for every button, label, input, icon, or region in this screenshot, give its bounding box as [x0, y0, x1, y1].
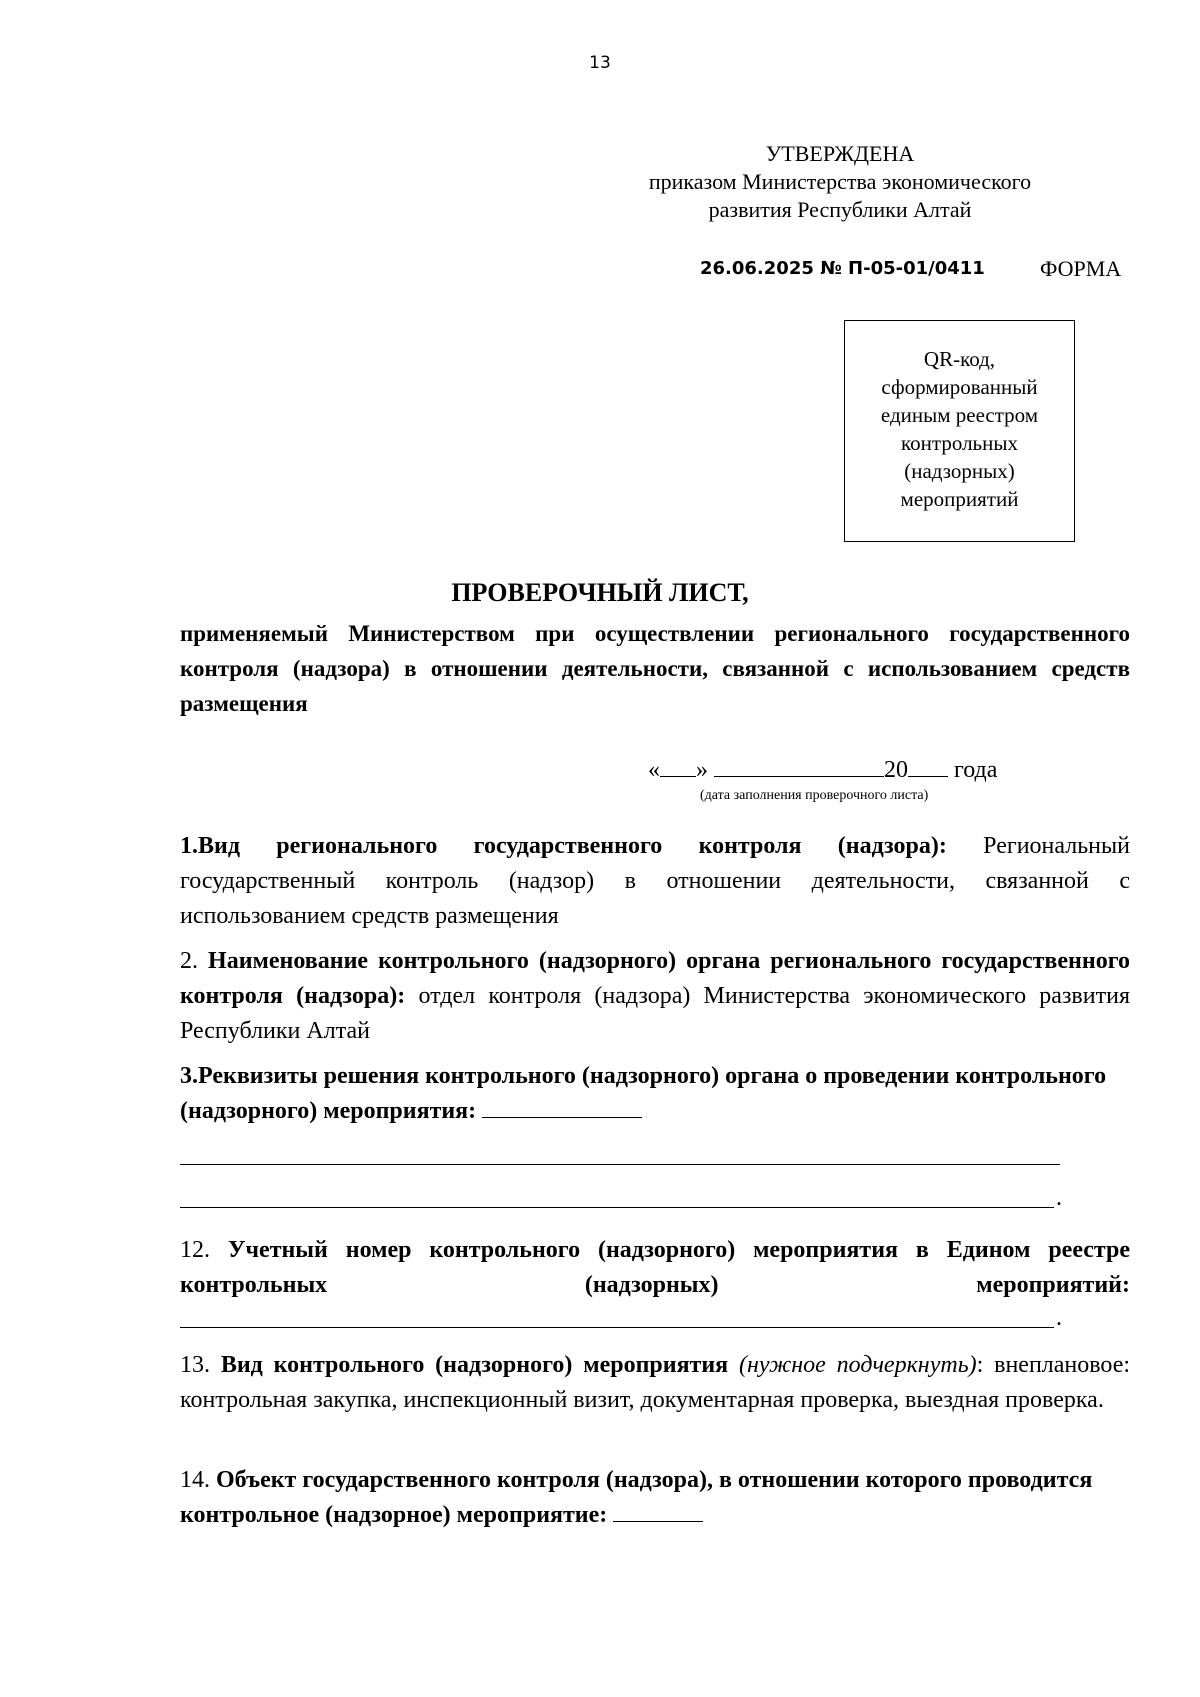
section-12 — [180, 1233, 1130, 1303]
section-2-number: 2. — [180, 948, 209, 974]
section-13 — [180, 1348, 1130, 1418]
section-3 — [180, 1059, 1130, 1129]
day-blank[interactable] — [660, 756, 696, 777]
section-2-text: отдел контроля (надзора) Министерства экономического развития Республики Алтай — [180, 983, 1130, 1044]
approval-line-3: развития Республики Алтай — [708, 197, 972, 222]
date-caption: (дата заполнения проверочного листа) — [700, 788, 929, 803]
section-14-blank[interactable] — [613, 1501, 703, 1522]
section-14-number: 14. — [180, 1467, 216, 1493]
qr-caption-line: сформированный — [881, 375, 1038, 399]
section-14-label: Объект государственного контроля (надзора), в отношении которого проводится контрольное (надзорное) мероприятие: — [180, 1467, 1093, 1528]
form-label: ФОРМА — [1040, 256, 1122, 281]
section-13-label: Вид контрольного (надзорного) мероприятия — [220, 1352, 729, 1378]
qr-caption-line: мероприятий — [900, 487, 1019, 511]
qr-caption-line: (надзорных) — [904, 459, 1015, 483]
approval-line-1: УТВЕРЖДЕНА — [765, 141, 915, 166]
section-12-end-period: . — [1056, 1305, 1062, 1331]
year-prefix: 20 — [884, 757, 908, 783]
date-open-quote: « — [648, 757, 660, 783]
year-blank[interactable] — [908, 756, 948, 777]
section-14 — [180, 1463, 1130, 1533]
section-3-blank-line-1[interactable] — [180, 1164, 1060, 1165]
approval-line-2: приказом Министерства экономического — [648, 169, 1032, 194]
qr-caption-line: единым реестром — [880, 403, 1039, 427]
qr-caption-line: контрольных — [901, 431, 1018, 455]
document-title: ПРОВЕРОЧНЫЙ ЛИСТ, — [451, 578, 749, 607]
section-13-note: (нужное подчеркнуть) — [739, 1352, 977, 1378]
month-blank[interactable] — [714, 756, 884, 777]
section-3-blank-line-2[interactable] — [180, 1207, 1054, 1208]
section-2 — [180, 944, 1130, 1049]
section-12-blank-line[interactable] — [180, 1327, 1054, 1328]
document-subtitle: применяемый Министерством при осуществлении регионального государственного контроля (надзора) в отношении деятельности, связанной с использованием средств размещения — [180, 621, 1130, 716]
page-number: 13 — [589, 53, 611, 73]
date-close-quote: » — [696, 757, 708, 783]
fill-date-field — [648, 755, 997, 785]
section-3-blank[interactable] — [482, 1097, 642, 1118]
qr-caption-line: QR-код, — [923, 347, 996, 371]
section-3-end-period: . — [1056, 1185, 1062, 1211]
qr-code-caption — [845, 345, 1074, 513]
section-1 — [180, 829, 1130, 934]
section-12-number: 12. — [180, 1237, 228, 1263]
order-number: 26.06.2025 № П-05-01/0411 — [700, 258, 985, 279]
section-3-label: 3.Реквизиты решения контрольного (надзорного) органа о проведении контрольного (надзорного) мероприятия: — [180, 1063, 1107, 1124]
section-1-text: Региональный государственный контроль (надзор) в отношении деятельности, связанной с использованием средств размещения — [180, 833, 1130, 929]
section-13-number: 13. — [180, 1352, 221, 1378]
approval-stamp — [600, 140, 1080, 224]
section-2-label: Наименование контрольного (надзорного) органа регионального государственного контроля (надзора): — [180, 948, 1130, 1009]
section-13-text: : внеплановое: контрольная закупка, инспекционный визит, документарная проверка, выездная проверка. — [180, 1352, 1131, 1413]
section-1-label: 1.Вид регионального государственного контроля (надзора): — [180, 833, 947, 859]
year-suffix: года — [954, 757, 998, 783]
section-12-label: Учетный номер контрольного (надзорного) мероприятия в Едином реестре контрольных (надзорных) мероприятий: — [180, 1237, 1130, 1298]
qr-code-placeholder — [844, 320, 1075, 542]
